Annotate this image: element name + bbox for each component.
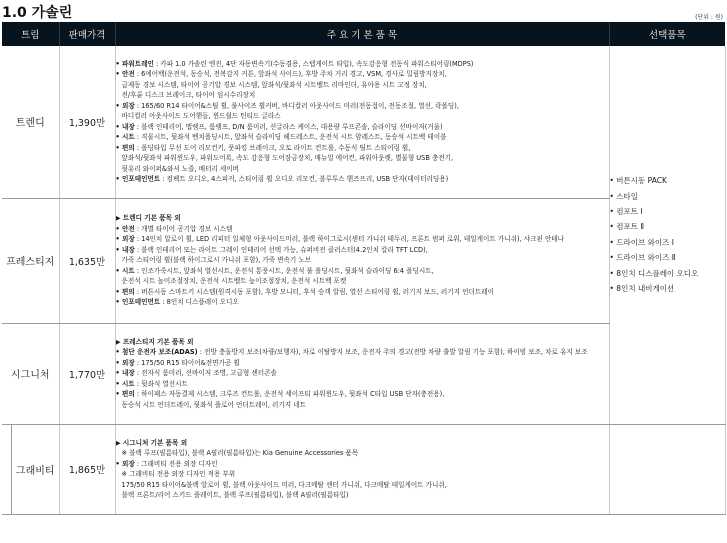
feature-line: 앞좌석/뒷좌석 파워윈도우, 파워도어록, 속도 감응형 도어잠금장치, 매뉴얼 에어컨, 파워아웃렛, 별물형 USB 충전기, bbox=[121, 154, 454, 163]
option-item: • 컴포트 Ⅰ bbox=[609, 206, 643, 216]
feature-category: • 외장 bbox=[115, 235, 135, 244]
feature-text: : 165/60 R14 타이어&스틸 휠, 풀사이즈 휠커버, 바디컬러 아웃사이드 미러(전동접이, 전동조절, 열선, 락폴딩), bbox=[134, 101, 459, 110]
header-trim: 트림 bbox=[2, 22, 59, 46]
trim-items bbox=[115, 46, 609, 198]
feature-line bbox=[116, 358, 609, 369]
feature-line: ※ 그래비티 전용 외장 디자인 적용 부위 bbox=[121, 470, 236, 478]
trim-spec-table bbox=[2, 22, 726, 515]
option-item: • 8인치 디스플레이 오디오 bbox=[609, 268, 699, 278]
feature-category: • 인포테인먼트 bbox=[115, 298, 161, 307]
trim-price: 1,770만 bbox=[59, 323, 115, 424]
feature-category: • 파워트레인 bbox=[115, 59, 154, 68]
feature-line bbox=[116, 122, 609, 133]
feature-line bbox=[116, 297, 609, 308]
feature-category: • 편의 bbox=[115, 390, 135, 399]
feature-line: 동승석 시트 언더트레이, 뒷좌석 플로어 언더트레이, 러기지 네트 bbox=[121, 400, 306, 409]
feature-category: • 안전 bbox=[115, 70, 135, 79]
trim-price: 1,390만 bbox=[59, 46, 115, 198]
feature-text: : 폴딩타입 무선 도어 리모컨키, 풋파킹 브레이크, 오토 라이트 컨트롤, 수동식 틸트 스티어링 휠, bbox=[134, 143, 411, 152]
feature-text: : 14인치 알로이 휠, LED 리피터 일체형 아웃사이드미러, 블랙 하이그로시(센터 가니쉬 테두리, 프론트 범퍼 로워, 테일게이트 가니쉬), 샤크핀 안테나 bbox=[134, 235, 565, 244]
feature-line: 운전석 시트 높이조절장치, 운전석 시트벨트 높이조절장치, 운전석 시트백 포켓 bbox=[121, 277, 347, 286]
feature-category: • 편의 bbox=[115, 143, 135, 152]
feature-line: ▶ 트렌디 기본 품목 외 bbox=[115, 214, 181, 223]
header-price: 판매가격 bbox=[59, 22, 115, 46]
feature-text: : 그래비티 전용 외장 디자인 bbox=[134, 459, 218, 468]
feature-text: : 컴팩트 오디오, 4스피커, 스티어링 휠 오디오 리모컨, 블루투스 핸즈프리, USB 단자(데이터리딩용) bbox=[160, 175, 449, 184]
feature-line bbox=[116, 132, 609, 143]
feature-text: : 하이패스 자동결제 시스템, 크루즈 컨트롤, 운전석 세이프티 파워윈도우, 뒷좌석 C타입 USB 단자(충전용), bbox=[134, 390, 445, 399]
header-items: 주 요 기 본 품 목 bbox=[115, 22, 609, 46]
feature-line: 바디컬러 아웃사이드 도어핸들, 윈드쉴드 틴티드 글라스 bbox=[121, 112, 281, 121]
feature-line: ※ 블랙 루프(필름타입), 블랙 A필러(필름타입)는 Kia Genuine Accessories 품목 bbox=[121, 449, 359, 457]
table-row bbox=[2, 46, 725, 198]
feature-category: • 시트 bbox=[115, 133, 135, 142]
table-header-row bbox=[2, 22, 725, 46]
feature-line: 175/50 R15 타이어&블랙 알로이 휠, 블랙 아웃사이드 미러, 다크메탈 센터 가니쉬, 다크메탈 테일게이트 가니쉬, bbox=[121, 480, 447, 489]
feature-category: • 편의 bbox=[115, 287, 135, 296]
options-list bbox=[609, 46, 725, 424]
option-item: • 드라이브 와이즈 Ⅰ bbox=[609, 237, 675, 247]
feature-text: : 전자식 룸미러, 선바이저 조명, 고급형 센터콘솔 bbox=[134, 369, 277, 378]
feature-line bbox=[116, 368, 609, 379]
trim-name: 트렌디 bbox=[2, 46, 59, 198]
feature-text: : 전방 충돌방지 보조(차량/보행자), 차로 이탈방지 보조, 운전자 주의 경고(전방 차량 출발 알림 기능 포함), 하이빔 보조, 차로 유지 보조 bbox=[197, 348, 588, 357]
option-item: • 스타일 bbox=[609, 191, 639, 201]
trim-items bbox=[115, 198, 609, 323]
feature-line: 블랙 프론트/리어 스키드 플레이트, 블랙 루프(필름타입), 블랙 A필러(필름타입) bbox=[121, 491, 349, 499]
feature-line bbox=[116, 234, 609, 245]
feature-text: : 175/50 R15 타이어&전면가공 휠 bbox=[134, 358, 240, 367]
feature-line: ▶ 시그니처 기본 품목 외 bbox=[115, 438, 188, 447]
feature-line bbox=[116, 143, 609, 154]
trim-price: 1,635만 bbox=[59, 198, 115, 323]
trim-price: 1,865만 bbox=[59, 424, 115, 514]
feature-text: : 블랙 인테리어, 맵램프, 룸램프, D/N 룸미러, 선글라스 케이스, 대용량 루프콘솔, 슬라이딩 선바이저(거울) bbox=[134, 122, 443, 131]
header-options: 선택품목 bbox=[609, 22, 725, 46]
feature-text: : 카파 1.0 가솔린 엔진, 4단 자동변속기(수동겸용, 스텝게이트 타입), 속도감응형 전동식 파워스티어링(MDPS) bbox=[153, 59, 474, 68]
feature-line bbox=[116, 224, 609, 235]
feature-category: • 내장 bbox=[115, 369, 135, 378]
option-item: • 버튼시동 PACK bbox=[609, 176, 667, 186]
feature-line: 뒷유리 와이퍼&와셔 노즐, 배터리 세이버 bbox=[121, 164, 240, 173]
trim-name: 프레스티지 bbox=[2, 198, 59, 323]
feature-text: : 블랙 인테리어 또는 라이트 그레이 인테리어 선택 가능, 슈퍼비전 클러스터(4.2인치 칼라 TFT LCD), bbox=[134, 245, 428, 254]
feature-line bbox=[116, 266, 609, 277]
feature-line bbox=[116, 101, 609, 112]
feature-line: ▶ 프레스티지 기본 품목 외 bbox=[115, 337, 194, 346]
feature-category: • 내장 bbox=[115, 245, 135, 254]
feature-category: • 첨단 운전자 보조(ADAS) bbox=[115, 348, 198, 357]
option-item: • 8인치 내비게이션 bbox=[609, 283, 675, 293]
feature-category: • 시트 bbox=[115, 379, 135, 388]
feature-line bbox=[116, 59, 609, 70]
options-empty bbox=[609, 424, 725, 514]
feature-category: • 안전 bbox=[115, 224, 135, 233]
feature-line bbox=[116, 174, 609, 185]
option-item: • 컴포트 Ⅱ bbox=[609, 222, 645, 232]
feature-category: • 시트 bbox=[115, 266, 135, 275]
trim-items bbox=[115, 424, 609, 514]
feature-line bbox=[116, 69, 609, 80]
feature-line: 가죽 스티어링 휠(블랙 하이그로시 가니쉬 포함), 가죽 변속기 노브 bbox=[121, 256, 312, 265]
feature-text: : 8인치 디스플레이 오디오 bbox=[160, 298, 239, 307]
feature-text: : 6에어백(운전석, 동승석, 전복감지 커튼, 앞좌석 사이드), 후방 주차 거리 경고, VSM, 경사로 밀림방지장치, bbox=[134, 70, 447, 79]
feature-line: 전/후륜 디스크 브레이크, 타이어 임시수리장치 bbox=[121, 91, 256, 100]
feature-category: • 외장 bbox=[115, 101, 135, 110]
feature-text: : 개별 타이어 공기압 경보 시스템 bbox=[134, 224, 233, 233]
feature-line bbox=[116, 245, 609, 256]
feature-category: • 인포테인먼트 bbox=[115, 175, 161, 184]
feature-line bbox=[116, 287, 609, 298]
table-row bbox=[2, 424, 725, 514]
feature-text: : 직물시트, 뒷좌석 벤치폴딩시트, 앞좌석 슬라이딩 헤드레스트, 운전석 시트 암레스트, 동승석 시트백 테이블 bbox=[134, 133, 447, 142]
trim-name: 시그니처 bbox=[2, 323, 59, 424]
feature-text: : 인조가죽시트, 앞좌석 열선시트, 운전석 통풍시트, 운전석 풀 폴딩시트, 뒷좌석 슬라이딩 6:4 폴딩시트, bbox=[134, 266, 434, 275]
option-item: • 드라이브 와이즈 Ⅱ bbox=[609, 253, 676, 263]
unit-note: (단위 : 원) bbox=[695, 14, 723, 21]
trim-items bbox=[115, 323, 609, 424]
feature-text: : 버튼시동 스마트키 시스템(원격시동 포함), 후방 모니터, 후석 승객 알림, 열선 스티어링 휠, 러기지 보드, 러기지 언더트레이 bbox=[134, 287, 494, 296]
feature-category: • 외장 bbox=[115, 459, 135, 468]
feature-line bbox=[116, 379, 609, 390]
feature-line: 급제동 경보 시스템, 타이어 공기압 경보 시스템, 앞좌석/뒷좌석 시트벨트 리마인더, 유아용 시트 고정 장치, bbox=[121, 80, 427, 89]
feature-line bbox=[116, 347, 609, 358]
feature-line bbox=[116, 459, 609, 470]
feature-category: • 내장 bbox=[115, 122, 135, 131]
feature-text: : 뒷좌석 열선시트 bbox=[134, 379, 188, 388]
trim-name-cell bbox=[2, 424, 59, 514]
feature-line bbox=[116, 389, 609, 400]
trim-name: 그래비티 bbox=[15, 465, 55, 477]
page-title: 1.0 가솔린 bbox=[2, 5, 73, 21]
feature-category: • 외장 bbox=[115, 358, 135, 367]
